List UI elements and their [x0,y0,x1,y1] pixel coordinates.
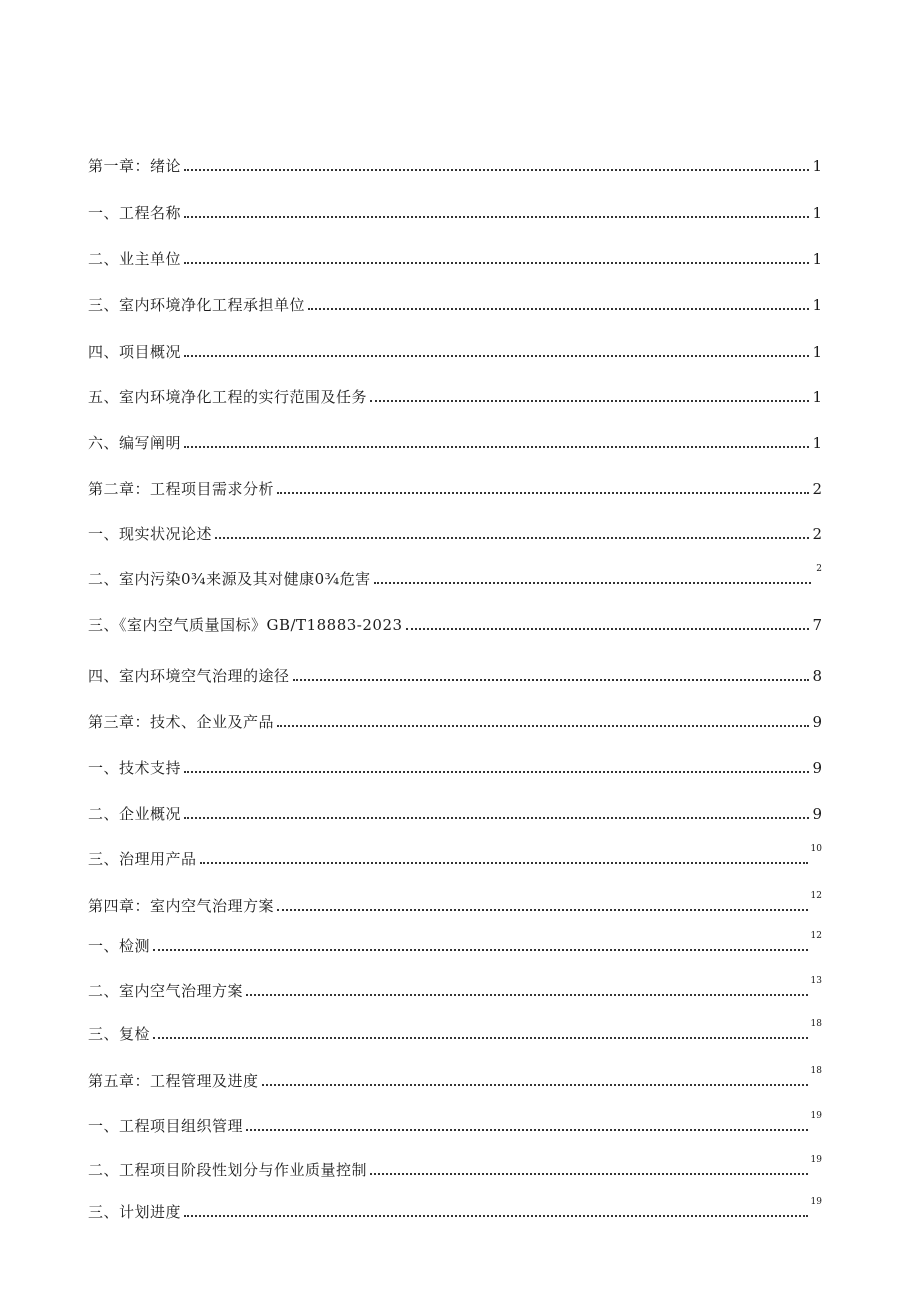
toc-entry-title: 第三章：技术、企业及产品 [88,713,275,731]
toc-entry-title: 第二章：工程项目需求分析 [88,480,275,498]
toc-entry-page-number: 1 [812,296,822,314]
toc-entry-page-number: 13 [810,976,822,986]
toc-entry-page-number: 1 [812,434,822,452]
toc-entry-page-number: 1 [812,250,822,268]
toc-entry-title: 二、工程项目阶段性划分与作业质量控制 [88,1161,368,1179]
toc-entry[interactable] [88,563,822,587]
toc-entry-page-number: 18 [810,1019,822,1029]
toc-entry-title: 三、《室内空气质量国标》GB/T18883-2023 [88,616,403,634]
toc-entry[interactable] [88,197,822,221]
toc-dot-leader [262,1084,808,1086]
toc-entry-page-number: 12 [810,891,822,901]
toc-dot-leader [308,308,809,310]
toc-entry-title: 一、现实状况论述 [88,525,213,543]
toc-dot-leader [370,1173,808,1175]
toc-entry[interactable] [88,975,822,999]
toc-entry[interactable] [88,381,822,405]
toc-entry-title: 二、室内空气治理方案 [88,982,244,1000]
toc-entry-title: 三、治理用产品 [88,850,197,868]
toc-entry-title: 第一章：绪论 [88,157,182,175]
toc-entry-page-number: 7 [812,616,822,634]
toc-entry-page-number: 18 [810,1066,822,1076]
toc-entry-page-number: 9 [812,713,822,731]
toc-dot-leader [153,949,808,951]
toc-entry-title: 二、室内污染0¾来源及其对健康0¾危害 [88,570,371,588]
toc-entry[interactable] [88,798,822,822]
toc-dot-leader [184,1215,808,1217]
toc-entry-title: 二、企业概况 [88,805,182,823]
toc-entry-title: 第五章：工程管理及进度 [88,1072,259,1090]
toc-entry-title: 一、技术支持 [88,759,182,777]
toc-entry[interactable] [88,243,822,267]
toc-dot-leader [246,1129,808,1131]
toc-dot-leader [215,537,809,539]
toc-entry-title: 第四章：室内空气治理方案 [88,897,275,915]
toc-entry-title: 六、编写阐明 [88,434,182,452]
toc-entry[interactable] [88,930,822,954]
toc-entry-page-number: 2 [812,480,822,498]
toc-dot-leader [277,492,809,494]
toc-entry-title: 四、项目概况 [88,343,182,361]
toc-entry-title: 四、室内环境空气治理的途径 [88,667,290,685]
toc-entry-page-number: 9 [812,759,822,777]
toc-dot-leader [277,725,809,727]
toc-entry[interactable] [88,706,822,730]
toc-entry-page-number: 1 [812,343,822,361]
toc-entry-title: 一、检测 [88,937,151,955]
toc-entry-page-number: 10 [810,844,822,854]
toc-dot-leader [293,679,810,681]
toc-entry[interactable] [88,660,822,684]
toc-entry[interactable] [88,427,822,451]
toc-dot-leader [153,1037,808,1039]
toc-entry-title: 五、室内环境净化工程的实行范围及任务 [88,388,368,406]
toc-dot-leader [184,771,809,773]
toc-entry[interactable] [88,150,822,174]
toc-entry[interactable] [88,1154,822,1178]
toc-entry[interactable] [88,609,822,633]
toc-dot-leader [374,582,811,584]
toc-entry-page-number: 9 [812,805,822,823]
toc-entry-page-number: 2 [816,564,822,574]
toc-entry[interactable] [88,1065,822,1089]
toc-entry-title: 一、工程名称 [88,204,182,222]
toc-entry-page-number: 19 [810,1111,822,1121]
toc-dot-leader [184,817,809,819]
toc-entry[interactable] [88,1018,822,1042]
toc-entry[interactable] [88,518,822,542]
toc-entry-title: 二、业主单位 [88,250,182,268]
toc-dot-leader [184,446,809,448]
toc-entry[interactable] [88,890,822,914]
toc-dot-leader [184,216,809,218]
toc-entry-page-number: 1 [812,157,822,175]
toc-entry-title: 三、计划进度 [88,1203,182,1221]
toc-entry-page-number: 8 [812,667,822,685]
toc-entry-title: 三、室内环境净化工程承担单位 [88,296,306,314]
toc-entry[interactable] [88,289,822,313]
toc-entry[interactable] [88,1196,822,1220]
toc-entry-page-number: 19 [810,1197,822,1207]
toc-dot-leader [184,355,809,357]
toc-entry-page-number: 1 [812,204,822,222]
toc-dot-leader [370,400,809,402]
toc-entry[interactable] [88,752,822,776]
toc-entry-page-number: 12 [810,931,822,941]
toc-entry-page-number: 2 [812,525,822,543]
toc-dot-leader [200,862,808,864]
toc-dot-leader [246,994,808,996]
toc-dot-leader [277,909,808,911]
toc-entry[interactable] [88,473,822,497]
toc-entry[interactable] [88,1110,822,1134]
toc-dot-leader [184,262,809,264]
toc-dot-leader [406,628,810,630]
toc-entry-page-number: 1 [812,388,822,406]
toc-entry-page-number: 19 [810,1155,822,1165]
toc-entry-title: 一、工程项目组织管理 [88,1117,244,1135]
toc-entry[interactable] [88,843,822,867]
toc-dot-leader [184,169,809,171]
toc-entry-title: 三、复检 [88,1025,151,1043]
toc-entry[interactable] [88,336,822,360]
